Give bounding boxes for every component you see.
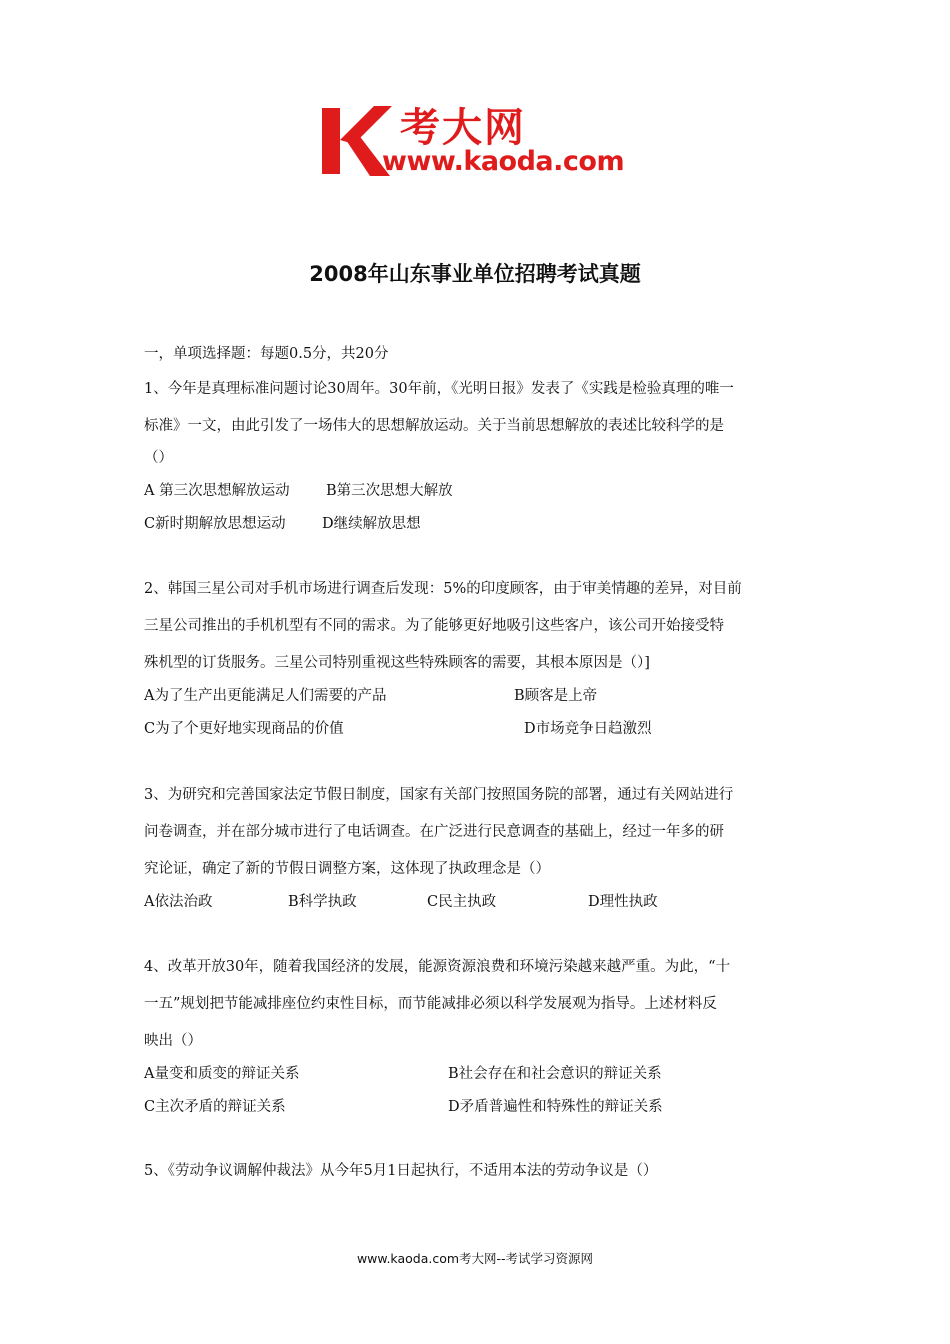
option-b: B社会存在和社会意识的辩证关系 bbox=[448, 1066, 662, 1082]
option-row bbox=[144, 481, 810, 501]
page-footer: www.kaoda.com考大网--考试学习资源网 bbox=[356, 1251, 594, 1266]
option-b: B科学执政 bbox=[288, 894, 357, 910]
option-d: D理性执政 bbox=[588, 894, 658, 910]
option-row bbox=[144, 1097, 810, 1117]
question-text-line: 1、今年是真理标准问题讨论30周年。30年前，《光明日报》发表了《实践是检验真理的唯一 bbox=[144, 381, 734, 397]
question-text-line: 殊机型的订货服务。三星公司特别重视这些特殊顾客的需要，其根本原因是（）] bbox=[144, 655, 650, 671]
exam-content bbox=[144, 344, 810, 1181]
option-b: B第三次思想大解放 bbox=[326, 483, 453, 499]
option-row bbox=[144, 1064, 810, 1084]
option-c: C新时期解放思想运动 bbox=[144, 516, 286, 532]
question-5 bbox=[144, 1161, 810, 1181]
option-c: C主次矛盾的辩证关系 bbox=[144, 1099, 286, 1115]
option-d: D继续解放思想 bbox=[322, 516, 421, 532]
option-a: A 第三次思想解放运动 bbox=[144, 483, 290, 499]
question-4 bbox=[144, 957, 810, 1117]
question-text-line: 一五”规划把节能减排座位约束性目标，而节能减排必须以科学发展观为指导。上述材料反 bbox=[144, 996, 717, 1012]
option-row bbox=[144, 686, 810, 706]
option-row bbox=[144, 892, 810, 912]
question-2 bbox=[144, 579, 810, 739]
option-row bbox=[144, 514, 810, 534]
option-a: A为了生产出更能满足人们需要的产品 bbox=[144, 688, 387, 704]
section-header: 一，单项选择题：每题0.5分，共20分 bbox=[144, 346, 389, 362]
question-text-line: 3、为研究和完善国家法定节假日制度，国家有关部门按照国务院的部署，通过有关网站进行 bbox=[144, 787, 734, 803]
question-3 bbox=[144, 785, 810, 912]
question-text-line: 问卷调查，并在部分城市进行了电话调查。在广泛进行民意调查的基础上，经过一年多的研 bbox=[144, 824, 724, 840]
question-text-line: 5、《劳动争议调解仲裁法》从今年5月1日起执行，不适用本法的劳动争议是（） bbox=[144, 1163, 658, 1179]
brand-url: www.kaoda.com bbox=[382, 146, 625, 177]
question-text-line: 究论证，确定了新的节假日调整方案，这体现了执政理念是（） bbox=[144, 861, 550, 877]
question-text-line: 标准》一文，由此引发了一场伟大的思想解放运动。关于当前思想解放的表述比较科学的是 bbox=[144, 418, 724, 434]
option-b: B顾客是上帝 bbox=[514, 688, 598, 704]
option-a: A量变和质变的辩证关系 bbox=[144, 1066, 300, 1082]
question-1 bbox=[144, 379, 810, 534]
option-c: C为了个更好地实现商品的价值 bbox=[144, 721, 344, 737]
question-text-line: 4、改革开放30年，随着我国经济的发展，能源资源浪费和环境污染越来越严重。为此，“十 bbox=[144, 959, 731, 975]
option-d: D矛盾普遍性和特殊性的辩证关系 bbox=[448, 1099, 663, 1115]
question-text-line: （） bbox=[144, 450, 173, 466]
option-row bbox=[144, 719, 810, 739]
question-text-line: 2、韩国三星公司对手机市场进行调查后发现：5%的印度顾客，由于审美情趣的差异，对目前 bbox=[144, 581, 742, 597]
question-text-line: 三星公司推出的手机机型有不同的需求。为了能够更好地吸引这些客户，该公司开始接受特 bbox=[144, 618, 724, 634]
brand-chinese-name: 考大网 bbox=[400, 105, 526, 151]
site-logo bbox=[318, 102, 638, 182]
option-a: A依法治政 bbox=[144, 894, 213, 910]
option-d: D市场竞争日趋激烈 bbox=[524, 721, 652, 737]
question-text-line: 映出（） bbox=[144, 1033, 202, 1049]
option-c: C民主执政 bbox=[427, 894, 497, 910]
document-title: 2008年山东事业单位招聘考试真题 bbox=[309, 262, 641, 286]
